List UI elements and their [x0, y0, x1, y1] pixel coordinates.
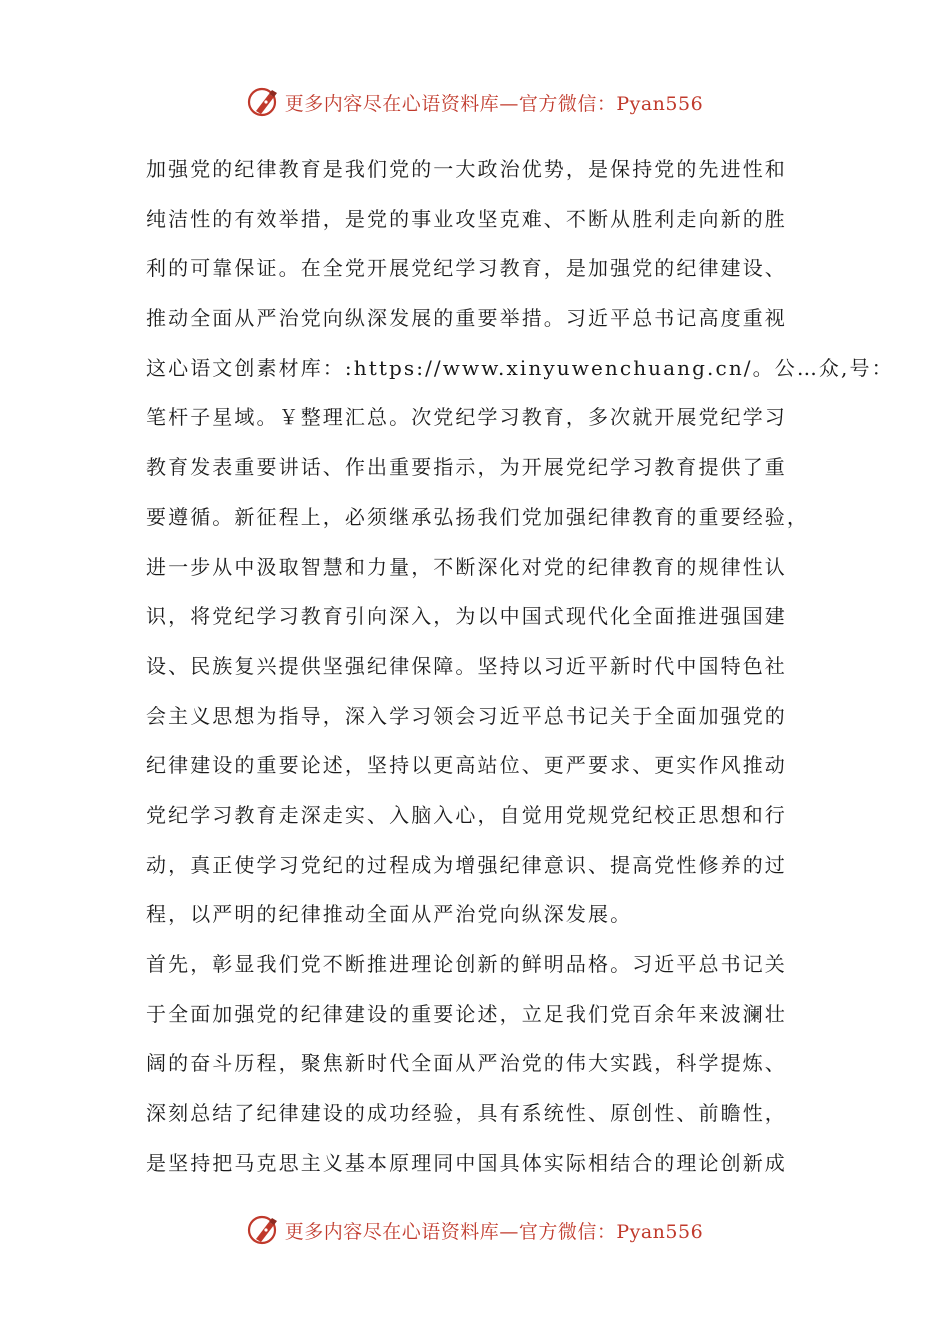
- body-line: 于全面加强党的纪律建设的重要论述，立足我们党百余年来波澜壮: [146, 1001, 787, 1026]
- body-line: 推动全面从严治党向纵深发展的重要举措。习近平总书记高度重视: [146, 306, 787, 331]
- body-line: 首先，彰显我们党不断推进理论创新的鲜明品格。习近平总书记关: [146, 952, 787, 976]
- body-line: 要遵循。新征程上，必须继承弘扬我们党加强纪律教育的重要经验，: [146, 504, 809, 529]
- header-banner-id: Pyan556: [616, 92, 704, 115]
- header-banner-sep: —官方微信：: [499, 92, 617, 115]
- footer-banner-id: Pyan556: [616, 1220, 704, 1243]
- body-line: 教育发表重要讲话、作出重要指示，为开展党纪学习教育提供了重: [146, 455, 787, 480]
- body-line: 纪律建设的重要论述，坚持以更高站位、更严要求、更实作风推动: [146, 753, 787, 778]
- header-banner-main: 更多内容尽在心语资料库: [284, 92, 500, 115]
- body-line: 这心语文创素材库：:https://www.xinyuwenchuang.cn/。公…众,号：: [146, 355, 894, 380]
- pen-nib-logo-icon: [247, 1213, 281, 1247]
- body-line: 是坚持把马克思主义基本原理同中国具体实际相结合的理论创新成: [146, 1150, 787, 1175]
- body-line: 纯洁性的有效举措，是党的事业攻坚克难、不断从胜利走向新的胜: [146, 206, 787, 231]
- footer-banner-main: 更多内容尽在心语资料库: [284, 1220, 500, 1243]
- body-line: 识，将党纪学习教育引向深入，为以中国式现代化全面推进强国建: [146, 604, 787, 629]
- header-banner-text: [285, 89, 703, 116]
- body-line: 设、民族复兴提供坚强纪律保障。坚持以习近平新时代中国特色社: [146, 653, 787, 678]
- body-line: 笔杆子星域。￥整理汇总。次党纪学习教育，多次就开展党纪学习: [146, 405, 787, 430]
- pen-nib-logo-icon: [247, 85, 281, 119]
- footer-banner-text: [285, 1217, 703, 1244]
- body-line: 程，以严明的纪律推动全面从严治党向纵深发展。: [146, 902, 633, 927]
- body-line: 加强党的纪律教育是我们党的一大政治优势，是保持党的先进性和: [146, 157, 787, 181]
- footer-banner-sep: —官方微信：: [499, 1220, 617, 1243]
- document-body: [146, 149, 894, 1192]
- body-line: 动，真正使学习党纪的过程成为增强纪律意识、提高党性修养的过: [146, 852, 787, 877]
- body-line: 会主义思想为指导，深入学习领会习近平总书记关于全面加强党的: [146, 703, 787, 728]
- header-banner: [0, 82, 950, 122]
- body-line: 阔的奋斗历程，聚焦新时代全面从严治党的伟大实践，科学提炼、: [146, 1051, 787, 1076]
- body-line: 党纪学习教育走深走实、入脑入心，自觉用党规党纪校正思想和行: [146, 802, 787, 827]
- footer-banner: [0, 1210, 950, 1250]
- body-line: 深刻总结了纪律建设的成功经验，具有系统性、原创性、前瞻性，: [146, 1101, 787, 1126]
- body-line: 进一步从中汲取智慧和力量，不断深化对党的纪律教育的规律性认: [146, 554, 787, 579]
- body-line: 利的可靠保证。在全党开展党纪学习教育，是加强党的纪律建设、: [146, 256, 787, 281]
